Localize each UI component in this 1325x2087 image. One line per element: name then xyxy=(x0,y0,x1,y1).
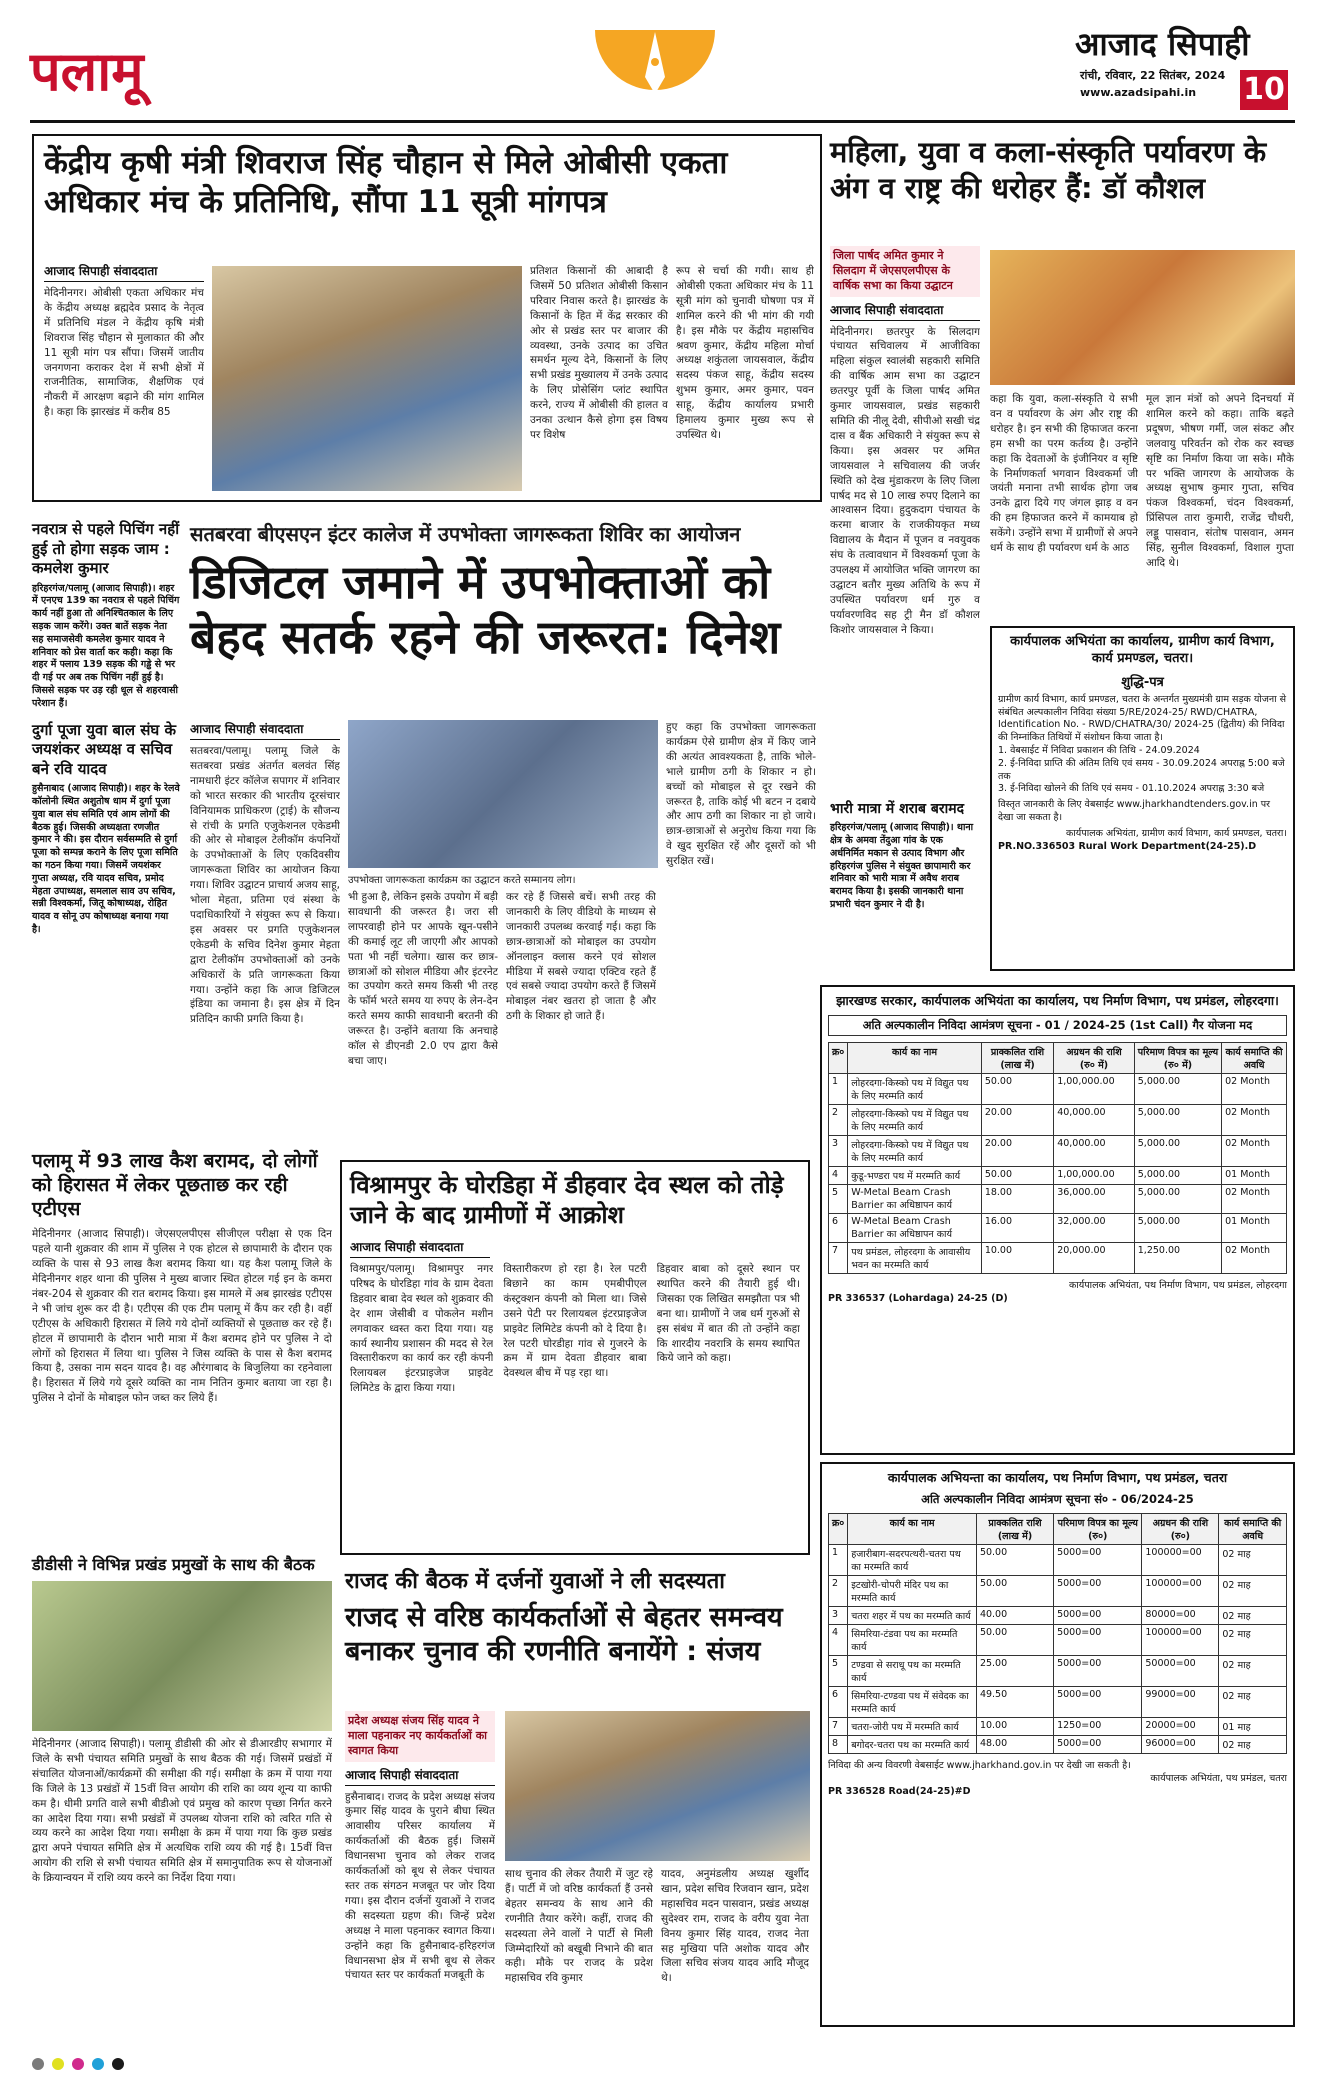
table-cell: 80000=00 xyxy=(1142,1607,1219,1625)
digital-story xyxy=(190,520,820,1120)
tender1-website-note: विस्तृत जानकारी के लिए वेबसाईट www.jharkhandtenders.gov.in पर देखा जा सकता है। xyxy=(998,799,1271,824)
table-cell: हजारीबाग-सदरपत्थरी-चतरा पथ का मरम्मति कार्य xyxy=(848,1545,977,1576)
tender-lohardaga xyxy=(820,985,1295,1455)
table-cell: 50.00 xyxy=(981,1167,1053,1185)
left-briefs xyxy=(32,520,180,1150)
table-cell: 5 xyxy=(829,1185,848,1214)
rjd-byline: आजाद सिपाही संवाददाता xyxy=(345,1766,495,1786)
table-cell: लोहरदगा-किस्को पथ में विद्युत पथ के लिए मरम्मति कार्य xyxy=(848,1136,982,1167)
dateline: रांची, रविवार, 22 सितंबर, 2024 xyxy=(1080,69,1226,82)
lead-col2: प्रतिशत किसानों की आबादी है जिसमें 50 प्रतिशत ओबीसी किसान परिवार निवास करते है। झारखंड के किसानों के हित में केंद्र सरकार की ओर से प्रखंड स्तर पर बाजार की व्यवस्था, उनके उत्पाद का उचित समर्थन मूल्य देने, किसानों के लिए सभी प्रखंड मुख्यालय में उनके उत्पाद के लिए प्रोसेसिंग प्लांट स्थापित करने, राज्य में ओबीसी की हालत व उनका उत्थान कैसे होगा इस विषय पर विशेष xyxy=(530,265,668,441)
tender3-office: कार्यपालक अभियन्ता का कार्यालय, पथ निर्माण विभाग, पथ प्रमंडल, चतरा xyxy=(887,1470,1228,1485)
tender3-col-header: परिमाण विपत्र का मूल्य (रु०) xyxy=(1054,1514,1142,1545)
table-cell: 100000=00 xyxy=(1142,1576,1219,1607)
table-cell: 99000=00 xyxy=(1142,1687,1219,1718)
tender1-title: शुद्धि-पत्र xyxy=(1121,674,1164,690)
table-row xyxy=(829,1687,1287,1718)
table-cell: 48.00 xyxy=(976,1736,1053,1754)
brief1-body: हरिहरगंज/पलामू (आजाद सिपाही)। शहर में एनएच 139 का नवरात्र से पहले पिचिंग कार्य नहीं हुआ तो अनिश्चितकाल के लिए सड़क जाम करेंगे। उक्त बातें सड़क नेता सह समाजसेवी कमलेश कुमार यादव ने शनिवार को प्रेस वार्ता कर कही। कहा कि शहर में फ्लाय 139 सड़क की गड्ढे से भर दी गई पर अब तक पिचिंग नहीं हुई है। जिससे सड़क पर उड़ रही धूल से शहरवासी परेशान हैं। xyxy=(32,582,180,709)
table-cell: चतरा शहर में पथ का मरम्मति कार्य xyxy=(848,1607,977,1625)
table-cell: 02 माह xyxy=(1219,1687,1287,1718)
temple-story xyxy=(340,1160,810,1555)
table-cell: 02 माह xyxy=(1219,1607,1287,1625)
table-cell: 20.00 xyxy=(981,1136,1053,1167)
tender2-col-header: क्र० xyxy=(829,1043,848,1074)
table-cell: बगोदर-चतरा पथ का मरम्मति कार्य xyxy=(848,1736,977,1754)
digital-col2: भी हुआ है, लेकिन इसके उपयोग में बड़ी सावधानी की जरूरत है। जरा सी लापरवाही होने पर आपके खून-पसीने की कमाई लूट ली जाएगी और आपको पता भी नहीं चलेगा। खास कर छात्र-छात्राओं को सोशल मीडिया और इंटरनेट का उपयोग करते समय किसी भी तरह के फॉर्म भरते समय या रुपए के लेन-देन करते समय काफी सावधानी बरतनी की जरूरत है। उन्होंने बताया कि अनचाहे कॉल से डीएनडी 2.0 एप द्वारा कैसे बचा जाए। xyxy=(348,891,498,1067)
tender1-body: ग्रामीण कार्य विभाग, कार्य प्रमण्डल, चतरा के अन्तर्गत मुख्यमंत्री ग्राम सड़क योजना से संबंधित अल्पकालीन निविदा संख्या 5/RE/2024-25/ RWD/CHATRA, Identification No. - RWD/CHATRA/30/ 2024-25 (द्वितीय) की निविदा की निम्नांकित तिथियों में संशोधन किया जाता है। xyxy=(998,693,1287,744)
tender3-col-header: अग्रधन की राशि (रु०) xyxy=(1142,1514,1219,1545)
lead-col3: रूप से चर्चा की गयी। साथ ही ओबीसी एकता अधिकार मंच के 11 सूत्री मांग को चुनावी घोषणा पत्र में शामिल करने की भी मांग की गयी है। इस मौके पर केंद्रीय महासचिव श्रवण कुमार, केंद्रीय महिला मोर्चा अध्यक्ष शकुंतला जायसवाल, केंद्रीय सदस्य पंकज साहू, केंद्रीय सदस्य शुभम कुमार, अमर कुमार, पवन साहू, केंद्रीय कार्यालय प्रभारी हिमालय कुमार मुख्य रूप से उपस्थित थे। xyxy=(676,265,814,441)
table-row xyxy=(829,1214,1287,1243)
tender3-col-header: कार्य समाप्ति की अवधि xyxy=(1219,1514,1287,1545)
table-cell: इटखोरी-चोपरी मंदिर पथ का मरम्मति कार्य xyxy=(848,1576,977,1607)
rjd-kicker: राजद की बैठक में दर्जनों युवाओं ने ली सदस्यता xyxy=(345,1569,725,1594)
masthead xyxy=(30,22,1295,122)
tender3-table xyxy=(828,1513,1287,1754)
table-cell: 6 xyxy=(829,1214,848,1243)
table-row xyxy=(829,1243,1287,1274)
table-cell: 01 Month xyxy=(1222,1167,1287,1185)
table-cell: 36,000.00 xyxy=(1054,1185,1135,1214)
table-cell: 5000=00 xyxy=(1054,1576,1142,1607)
table-cell: 1 xyxy=(829,1074,848,1105)
table-cell: 5,000.00 xyxy=(1134,1167,1221,1185)
table-cell: 5,000.00 xyxy=(1134,1105,1221,1136)
table-row xyxy=(829,1185,1287,1214)
tender3-title: अति अल्पकालीन निविदा आमंत्रण सूचना सं० - 06/2024-25 xyxy=(921,1492,1194,1507)
table-row xyxy=(829,1545,1287,1576)
temple-col3: डिहवार बाबा को दूसरे स्थान पर स्थापित करने की तैयारी हुई थी। जिसका एक लिखित समझौता पत्र भी बना था। ग्रामीणों ने जब धर्म गुरुओं से इस संबंध में बात की तो उन्होंने कहा कि शारदीय नवरात्रि के समय स्थापित किये जाने को कहा। xyxy=(656,1263,800,1365)
table-cell: 8 xyxy=(829,1736,848,1754)
table-cell: टण्डवा से सराधू पथ का मरम्मति कार्य xyxy=(848,1656,977,1687)
tender3-col-header: प्राक्कलित राशि (लाख में) xyxy=(976,1514,1053,1545)
lead-photo xyxy=(212,266,522,491)
table-cell: 10.00 xyxy=(981,1243,1053,1274)
ddc-headline: डीडीसी ने विभिन्न प्रखंड प्रमुखों के साथ की बैठक xyxy=(32,1555,315,1574)
lead-story xyxy=(32,134,822,502)
cash-headline: पलामू में 93 लाख कैश बरामद, दो लोगों को हिरासत में लेकर पूछताछ कर रही एटीएस xyxy=(32,1150,318,1220)
table-cell: 01 माह xyxy=(1219,1718,1287,1736)
table-row xyxy=(829,1736,1287,1754)
table-cell: 1,00,000.00 xyxy=(1054,1074,1135,1105)
table-cell: 40,000.00 xyxy=(1054,1136,1135,1167)
table-cell: 5000=00 xyxy=(1054,1625,1142,1656)
rjd-headline: राजद से वरिष्ठ कार्यकर्ताओं से बेहतर समन्वय बनाकर चुनाव की रणनीति बनायेंगे : संजय xyxy=(345,1602,783,1667)
table-cell: 49.50 xyxy=(976,1687,1053,1718)
right-top-col3: मूल ज्ञान मंत्रों को अपने दिनचर्या में शामिल करने को कहा। ताकि बढ़ते प्रदूषण, भीषण गर्मी, जल संकट और जलवायु परिवर्तन को रोक कर स्वच्छ सृष्टि का निर्माण किया जा सके। मौके पर भक्ति जागरण के आयोजक के अध्यक्ष सुभाष कुमार गुप्ता, सचिव पंकज विश्वकर्मा, चंदन विश्वकर्मा, प्रिंसिपल तारा कुमारी, राजेंद्र चौधरी, लड्डू पासवान, संतोष पासवान, अमन सिंह, सुनील विश्वकर्मा, विशाल गुप्ता आदि थे। xyxy=(1146,393,1294,569)
table-cell: 5,000.00 xyxy=(1134,1074,1221,1105)
table-row xyxy=(829,1718,1287,1736)
tender3-pr: PR 336528 Road(24-25)#D xyxy=(828,1785,971,1797)
digital-byline: आजाद सिपाही संवाददाता xyxy=(190,720,340,740)
color-dot xyxy=(112,2058,124,2070)
rjd-photo xyxy=(505,1711,810,1861)
tender3-signoff: कार्यपालक अभियंता, पथ प्रमंडल, चतरा xyxy=(1150,1773,1287,1785)
table-row xyxy=(829,1625,1287,1656)
tender1-item: 2. ई-निविदा प्राप्ति की अंतिम तिथि एवं समय - 30.09.2024 अपराह्न 5:00 बजे तक xyxy=(998,757,1285,782)
digital-col1: सतबरवा/पलामू। पलामू जिले के सतबरवा प्रखंड अंतर्गत बलवंत सिंह नामधारी इंटर कॉलेज सपागर में शनिवार को भारत सरकार की भारतीय दूरसंचार विनियामक प्राधिकरण (ट्राई) के सौजन्य से रांची के प्रगति एजुकेशनल एकेडमी की ओर से मोबाइल टेलीकॉम कंपनियों के उपभोक्ताओं के लिए एकदिवसीय जागरूकता शिविर का आयोजन किया गया। शिविर उद्घाटन प्राचार्य अजय साहू, भोला मेहता, प्रतिमा एवं संस्था के पदाधिकारियों ने संयुक्त रूप से किया। इस अवसर पर प्रगति एजुकेशनल एकेडमी के सचिव दिनेश कुमार मेहता द्वारा टेलीकॉम उपभोक्ताओं को उनके अधिकारों के प्रति जागरूकता किया गया। उन्होंने कहा कि आज डिजिटल इंडिया का जमाना है। इस क्षेत्र में दिन प्रतिदिन काफी प्रगति किया है। xyxy=(190,745,340,1026)
table-cell: 5000=00 xyxy=(1054,1607,1142,1625)
table-cell: 10.00 xyxy=(976,1718,1053,1736)
table-cell: 1 xyxy=(829,1545,848,1576)
masthead-rule xyxy=(30,120,1295,123)
table-cell: 5,000.00 xyxy=(1134,1185,1221,1214)
table-cell: 1,00,000.00 xyxy=(1054,1167,1135,1185)
table-cell: 02 Month xyxy=(1222,1243,1287,1274)
table-cell: पथ प्रमंडल, लोहरदगा के आवासीय भवन का मरम्मति कार्य xyxy=(848,1243,982,1274)
table-cell: कुडू-भण्डरा पथ में मरम्मति कार्य xyxy=(848,1167,982,1185)
table-row xyxy=(829,1167,1287,1185)
lead-byline: आजाद सिपाही संवाददाता xyxy=(44,262,204,282)
footer-color-dots xyxy=(32,2055,1292,2074)
cash-story xyxy=(32,1150,332,1545)
temple-col1: विश्रामपुर/पलामू। विश्रामपुर नगर परिषद के घोरडिहा गांव के ग्राम देवता डिहवार बाबा देव स्थल को शुक्रवार की देर शाम जेसीबी व पोकलेन मशीन लगवाकर ध्वस्त करा दिया गया। यह कार्य स्थानीय प्रशासन की मदद से रेल विस्तारीकरण का कार्य कर रही कंपनी रिलायबल इंटरप्राइजेज प्राइवेट लिमिटेड के द्वारा किया गया। xyxy=(350,1263,494,1395)
table-cell: 02 माह xyxy=(1219,1656,1287,1687)
tender1-signoff: कार्यपालक अभियंता, ग्रामीण कार्य विभाग, कार्य प्रमण्डल, चतरा। xyxy=(1066,827,1287,839)
tender2-rows xyxy=(829,1074,1287,1274)
website: www.azadsipahi.in xyxy=(1080,86,1197,99)
table-cell: 02 माह xyxy=(1219,1625,1287,1656)
tender2-col-header: अग्रधन की राशि (रु० में) xyxy=(1054,1043,1135,1074)
lead-col1: मेदिनीनगर। ओबीसी एकता अधिकार मंच के केंद्रीय अध्यक्ष ब्रह्मदेव प्रसाद के नेतृत्व में प्रतिनिधि मंडल ने केंद्रीय कृषि मंत्री शिवराज सिंह चौहान से मुलाकात की और 11 सूत्री मांग पत्र सौंपा। जिसमें जातीय जनगणना कराकर देश में सभी क्षेत्रों में राजनीतिक, सामाजिक, शैक्षणिक एवं नौकरी में आरक्षण बढ़ाने की मांग शामिल है। कहा कि झारखंड में करीब 85 xyxy=(44,287,204,419)
rjd-col1: हुसैनाबाद। राजद के प्रदेश अध्यक्ष संजय कुमार सिंह यादव के पुराने बीघा स्थित आवासीय परिसर कार्यालय में कार्यकर्ताओं की बैठक हुई। जिसमें विधानसभा चुनाव को लेकर राजद कार्यकर्ताओं को बूथ से लेकर पंचायत स्तर तक संगठन मजबूत पर जोर दिया गया। इस दौरान दर्जनों युवाओं ने राजद की सदस्यता ग्रहण की। जिन्हें प्रदेश अध्यक्ष ने माला पहनाकर स्वागत किया। उन्होंने कहा कि हुसैनाबाद-हरिहरगंज विधानसभा क्षेत्र में सभी बूथ से लेकर पंचायत स्तर पर कार्यकर्ता मजबूती के xyxy=(345,1790,495,1982)
table-cell: 7 xyxy=(829,1243,848,1274)
rjd-sidebox: प्रदेश अध्यक्ष संजय सिंह यादव ने माला पहनाकर नए कार्यकर्ताओं का स्वागत किया xyxy=(345,1711,495,1762)
table-cell: 02 माह xyxy=(1219,1576,1287,1607)
color-dot xyxy=(92,2058,104,2070)
brief2-headline: दुर्गा पूजा युवा बाल संघ के जयशंकर अध्यक्ष व सचिव बने रवि यादव xyxy=(32,720,177,778)
temple-col2: विस्तारीकरण हो रहा है। रेल पटरी बिछाने का काम एमबीपीएल कंस्ट्रक्शन कंपनी को मिला था। जिसे उसने पेटी पर रिलायबल इंटरप्राइजेज प्राइवेट लिमिटेड कंपनी को दे दिया है। रेल पटरी घोरडीहा गांव से गुजरने के क्रम में ग्राम देवता डीहवार बाबा देवस्थल बीच में पड़ रहा था। xyxy=(503,1263,647,1380)
tender2-col-header: कार्य का नाम xyxy=(848,1043,982,1074)
digital-photo-caption: उपभोक्ता जागरूकता कार्यक्रम का उद्घाटन करते सम्मानय लोग। xyxy=(348,875,576,886)
table-cell: चतरा-जोरी पथ में मरम्मति कार्य xyxy=(848,1718,977,1736)
table-cell: 32,000.00 xyxy=(1054,1214,1135,1243)
tender1-pr: PR.NO.336503 Rural Work Department(24-25).D xyxy=(998,840,1257,852)
color-dot xyxy=(52,2058,64,2070)
table-cell: 20000=00 xyxy=(1142,1718,1219,1736)
tender1-item: 1. वेबसाईट में निविदा प्रकाशन की तिथि - 24.09.2024 xyxy=(998,745,1200,757)
tender1-item: 3. ई-निविदा खोलने की तिथि एवं समय - 01.10.2024 अपराह्न 3:30 बजे xyxy=(998,783,1265,795)
table-cell: 40,000.00 xyxy=(1054,1105,1135,1136)
table-cell: 100000=00 xyxy=(1142,1625,1219,1656)
ddc-body: मेदिनीनगर (आजाद सिपाही)। पलामू डीडीसी की ओर से डीआरडीए सभागार में जिले के सभी पंचायत समिति प्रमुखों के साथ बैठक की गई। जिसमें प्रखंडों में संचालित योजनाओं/कार्यक्रमों की समीक्षा की गई। समीक्षा के क्रम में पाया गया कि जिले के 13 प्रखंडों में 15वीं वित्त आयोग की राशि का व्यय शून्य या काफी कम है। धीमी प्रगति वाले सभी बीडीओ एवं प्रमुख को कारण पृच्छा निर्गत करने का आदेश दिया गया। सभी प्रखंडों में उपलब्ध योजना राशि को त्वरित गति से व्यय करने का आदेश दिया गया। समीक्षा के क्रम में पाया गया कि कुछ प्रखंड द्वारा अपने पंचायत समिति क्षेत्र में अत्यधिक राशि व्यय की गई है। 15वीं वित्त आयोग की राशि से सभी पंचायत समिति क्षेत्र में समानुपातिक रूप से योजनाओं के क्रियान्वयन में राशि व्यय करने का निर्देश दिया गया। xyxy=(32,1738,332,1885)
ddc-photo xyxy=(32,1581,332,1731)
tender2-col-header: प्राक्कलित राशि (लाख में) xyxy=(981,1043,1053,1074)
rjd-col2: साथ चुनाव की लेकर तैयारी में जुट रहे हैं। पार्टी में जो वरिष्ठ कार्यकर्ता हैं उनसे बेहतर समन्वय के साथ आने की रणनीति तैयार करेंगे। कहीं, राजद की सदस्यता लेने वालों ने पार्टी से मिली जिम्मेदारियों को बखूबी निभाने की बात कही। मौके पर राजद के प्रदेश महासचिव रवि कुमार xyxy=(505,1868,653,1985)
table-row xyxy=(829,1576,1287,1607)
table-cell: 18.00 xyxy=(981,1185,1053,1214)
table-cell: 5,000.00 xyxy=(1134,1214,1221,1243)
liquor-headline: भारी मात्रा में शराब बरामद xyxy=(830,801,965,817)
digital-kicker: सतबरवा बीएसएन इंटर कालेज में उपभोक्ता जागरूकता शिविर का आयोजन xyxy=(190,522,741,546)
table-cell: 02 Month xyxy=(1222,1074,1287,1105)
table-cell: 2 xyxy=(829,1576,848,1607)
tender2-signoff: कार्यपालक अभियंता, पथ निर्माण विभाग, पथ प्रमंडल, लोहरदगा xyxy=(1068,1280,1287,1292)
brief1-headline: नवरात्र से पहले पिचिंग नहीं हुई तो होगा सड़क जाम : कमलेश कुमार xyxy=(32,520,180,577)
digital-headline: डिजिटल जमाने में उपभोक्ताओं को बेहद सतर्क रहने की जरूरत: दिनेश xyxy=(190,555,781,665)
table-cell: 16.00 xyxy=(981,1214,1053,1243)
table-cell: 5 xyxy=(829,1656,848,1687)
tender2-table xyxy=(828,1042,1287,1274)
table-cell: 20.00 xyxy=(981,1105,1053,1136)
table-cell: 5000=00 xyxy=(1054,1656,1142,1687)
tender1-office: कार्यपालक अभियंता का कार्यालय, ग्रामीण कार्य विभाग, कार्य प्रमण्डल, चतरा। xyxy=(1010,634,1275,666)
right-top-subhead: जिला पार्षद अमित कुमार ने सिलदाग में जेएसएलपीएस के वार्षिक सभा का किया उद्घाटन xyxy=(830,246,980,297)
cash-body: मेदिनीनगर (आजाद सिपाही)। जेएसएलपीएस सीजीएल परीक्षा से एक दिन पहले यानी शुक्रवार की शाम में पुलिस ने एक होटल से छापामारी के दौरान एक व्यक्ति के पास से 93 लाख कैश बरामद किया था। यह कैश पलामू जिले के मेदिनीनगर शहर थाना की पुलिस ने मुख्य बाजार स्थित होटल गई इन के कमरा नंबर-204 से शुक्रवार की रात बरामद किया। इस मामले में अब झारखंड एटीएस ने भी जांच शुरू कर दी है। एटीएस की एक टीम पलामू में कैंप कर रही है। वहीं एटीएस के अधिकारी हिरासत में लिये गये दोनों व्यक्तियों से पूछताछ कर रहे हैं। होटल में छापामारी के दौरान भारी मात्रा में कैश बरामद होने पर पुलिस ने दो लोगों को हिरासत में लिया था। पुलिस ने जिस व्यक्ति के पास से कैश बरामद किया है, उसका नाम सदन यादव है। वह औरंगाबाद के बिजुलिया का रहनेवाला है। हिरासत में लिये गये दूसरे व्यक्ति का नाम नितिन कुमार बताया जा रहा है। पुलिस ने दोनों के मोबाइल फोन जब्त कर लिये हैं। xyxy=(32,1228,332,1405)
tender3-rows xyxy=(829,1545,1287,1754)
table-cell: 20,000.00 xyxy=(1054,1243,1135,1274)
table-cell: 50.00 xyxy=(981,1074,1053,1105)
tender2-pr: PR 336537 (Lohardaga) 24-25 (D) xyxy=(828,1293,1008,1305)
table-cell: 02 Month xyxy=(1222,1105,1287,1136)
temple-byline: आजाद सिपाही संवाददाता xyxy=(350,1238,490,1258)
section-title: पलामू xyxy=(30,40,144,103)
table-cell: 50.00 xyxy=(976,1625,1053,1656)
color-dot xyxy=(72,2058,84,2070)
tender3-col-header: क्र० xyxy=(829,1514,848,1545)
table-cell: 1,250.00 xyxy=(1134,1243,1221,1274)
table-row xyxy=(829,1656,1287,1687)
liquor-story xyxy=(830,800,980,980)
digital-col4: हुए कहा कि उपभोक्ता जागरूकता कार्यक्रम ऐसे ग्रामीण क्षेत्र में किए जाने की अत्यंत आवश्यकता है, ताकि भोले-भाले ग्रामीण ठगी के शिकार न हो। बच्चों को मोबाइल से दूर रखने की जरूरत है, ताकि कोई भी बटन न दबाये और आप ठगी का शिकार ना हो जाये। छात्र-छात्राओं से अनुरोध किया गया कि वे खुद सुरक्षित रहें और दूसरों को भी सुरक्षित रखें। xyxy=(666,721,816,868)
table-cell: 50.00 xyxy=(976,1545,1053,1576)
table-cell: 100000=00 xyxy=(1142,1545,1219,1576)
table-cell: 50.00 xyxy=(976,1576,1053,1607)
digital-col3: कर रहे हैं जिससे बचें। सभी तरह की जानकारी के लिए वीडियो के माध्यम से जानकारी उपलब्ध करवाई गई। कहा कि छात्र-छात्राओं को मोबाइल का उपयोग ऑनलाइन क्लास करने एवं सोशल मीडिया में सबसे ज्यादा एक्टिव रहते हैं एवं सबसे ज्यादा उपयोग करते हैं जिसमें मोबाइल नंबर खतरा हो जाता है और ठगी के शिकार हो जाते हैं। xyxy=(506,891,656,1023)
table-cell: 02 माह xyxy=(1219,1545,1287,1576)
digital-photo xyxy=(348,720,658,868)
right-top-headline: महिला, युवा व कला-संस्कृति पर्यावरण के अंग व राष्ट्र की धरोहर हैं: डॉ कौशल xyxy=(830,135,1267,206)
table-cell: 5000=00 xyxy=(1054,1736,1142,1754)
paper-name: आजाद सिपाही xyxy=(1075,25,1250,63)
ddc-story xyxy=(32,1555,332,2025)
tender3-col-header: कार्य का नाम xyxy=(848,1514,977,1545)
page-number: 10 xyxy=(1240,70,1288,110)
table-cell: सिमरिया-टंडवा पथ का मरम्मति कार्य xyxy=(848,1625,977,1656)
pen-nib-logo xyxy=(590,22,720,114)
table-cell: 4 xyxy=(829,1625,848,1656)
table-cell: सिमरिया-टण्डवा पथ में संवेदक का मरम्मति कार्य xyxy=(848,1687,977,1718)
right-top-photo xyxy=(990,250,1295,385)
table-cell: W-Metal Beam Crash Barrier का अधिष्ठापन कार्य xyxy=(848,1185,982,1214)
table-cell: 6 xyxy=(829,1687,848,1718)
table-row xyxy=(829,1105,1287,1136)
tender-rural-works xyxy=(990,626,1295,971)
table-row xyxy=(829,1136,1287,1167)
table-cell: W-Metal Beam Crash Barrier का अधिष्ठापन कार्य xyxy=(848,1214,982,1243)
tender3-website-note: निविदा की अन्य विवरणी वेबसाईट www.jharkhand.gov.in पर देखी जा सकती है। xyxy=(828,1760,1131,1772)
right-top-byline: आजाद सिपाही संवाददाता xyxy=(830,301,980,321)
table-cell: 01 Month xyxy=(1222,1214,1287,1243)
table-cell: 02 Month xyxy=(1222,1185,1287,1214)
table-row xyxy=(829,1607,1287,1625)
table-cell: लोहरदगा-किस्को पथ में विद्युत पथ के लिए मरम्मति कार्य xyxy=(848,1074,982,1105)
tender-chatra-road xyxy=(820,1462,1295,2027)
table-cell: 5,000.00 xyxy=(1134,1136,1221,1167)
table-row xyxy=(829,1074,1287,1105)
table-cell: 7 xyxy=(829,1718,848,1736)
tender2-col-header: परिमाण विपत्र का मूल्य (रु० में) xyxy=(1134,1043,1221,1074)
brief2-body: हुसैनाबाद (आजाद सिपाही)। शहर के रेलवे कॉलोनी स्थित अशुतोष धाम में दुर्गा पूजा युवा बाल संघ समिति एवं आम लोगों की बैठक हुई। जिसकी अध्यक्षता रणजीत कुमार ने की। इस दौरान सर्वसम्मति से दुर्गा पूजा को सम्पन्न कराने के लिए पूजा समिति का गठन किया गया। जिसमें जयशंकर गुप्ता अध्यक्ष, रवि यादव सचिव, प्रमोद मेहता उपाध्यक्ष, समलाल साव उप सचिव, सन्नी विश्वकर्मा, जितू कोषाध्यक्ष, रोहित यादव व सोनू उप कोषाध्यक्ष बनाया गया है। xyxy=(32,783,180,936)
table-cell: 3 xyxy=(829,1136,848,1167)
table-cell: 2 xyxy=(829,1105,848,1136)
table-cell: 40.00 xyxy=(976,1607,1053,1625)
table-cell: 4 xyxy=(829,1167,848,1185)
table-cell: 5000=00 xyxy=(1054,1687,1142,1718)
rjd-col3: यादव, अनुमंडलीय अध्यक्ष खुर्शीद खान, प्रदेश सचिव रिजवान खान, प्रदेश महासचिव मदन पासवान, प्रखंड अध्यक्ष सुदेश्वर राम, राजद के वरीय युवा नेता विनय कुमार सिंह यादव, राजद नेता सह मुखिया पति अशोक यादव और जिला सचिव संजय यादव आदि मौजूद थे। xyxy=(661,1868,809,1985)
table-cell: 1250=00 xyxy=(1054,1718,1142,1736)
right-top-col1: मेदिनीनगर। छतरपुर के सिलदाग पंचायत सचिवालय में आजीविका महिला संकुल स्वालंबी सहकारी समिति की वार्षिक आम सभा का उद्घाटन छतरपुर पूर्वी के जिला पार्षद अमित कुमार जायसवाल, प्रखंड सहकारी समिति की नीलू देवी, सीपीओ सखी चंद्र दास व बैंक अधिकारी ने संयुक्त रूप से किया। इस अवसर पर अमित जायसवाल ने सचिवालय की जर्जर स्थिति को देख मुंडाकरण के लिए जिला पार्षद मद से 10 लाख रुपए दिलाने का आश्वासन दिया। हुदुकदाग पंचायत के करमा बाजार के राजकीयकृत मध्य विद्यालय के मैदान में पूजन व नवयुवक संघ के तत्वावधान में विश्वकर्मा पूजा के उपलक्ष्य में आयोजित भक्ति जागरण का उद्घाटन बतौर मुख्य अतिथि के रूप में उपस्थित पर्यावरण धर्म गुरु व पर्यावरणविद सह ट्री मैन डॉ कौशल किशोर जायसवाल ने किया। xyxy=(830,325,980,636)
table-cell: 50000=00 xyxy=(1142,1656,1219,1687)
color-dot xyxy=(32,2058,44,2070)
tender2-title: अति अल्पकालीन निविदा आमंत्रण सूचना - 01 / 2024-25 (1st Call) गैर योजना मद xyxy=(828,1015,1287,1036)
table-cell: 02 माह xyxy=(1219,1736,1287,1754)
table-cell: 3 xyxy=(829,1607,848,1625)
right-top-col2: कहा कि युवा, कला-संस्कृति ये सभी वन व पर्यावरण के अंग और राष्ट्र की धरोहर है। इन सभी की हिफाजत करना हम सभी का परम कर्तव्य है। उन्होंने कहा कि देवताओं के इंजीनियर व सृष्टि के निर्माणकर्ता भगवान विश्वकर्मा जी जयंती मनाना तभी सार्थक होगा जब उनके द्वारा दिये गए जंगल झाड़ व वन की हम हिफाजत करने में कामयाब हो सकेंगे। उन्होंने सभा में ग्रामीणों से अपने धर्म के साथ ही पर्यावरण धर्म के आठ xyxy=(990,393,1138,555)
rjd-story xyxy=(345,1565,810,2025)
lead-headline: केंद्रीय कृषी मंत्री शिवराज सिंह चौहान से मिले ओबीसी एकता अधिकार मंच के प्रतिनिधि, सौंपा 11 सूत्री मांगपत्र xyxy=(44,145,728,220)
table-cell: 02 Month xyxy=(1222,1136,1287,1167)
temple-headline: विश्रामपुर के घोरडिहा में डीहवार देव स्थल को तोड़े जाने के बाद ग्रामीणों में आक्रोश xyxy=(350,1171,784,1229)
table-cell: 96000=00 xyxy=(1142,1736,1219,1754)
table-cell: 25.00 xyxy=(976,1656,1053,1687)
tender2-office: झारखण्ड सरकार, कार्यपालक अभियंता का कार्यालय, पथ निर्माण विभाग, पथ प्रमंडल, लोहरदगा। xyxy=(836,993,1279,1008)
table-cell: लोहरदगा-किस्को पथ में विद्युत पथ के लिए मरम्मति कार्य xyxy=(848,1105,982,1136)
tender2-col-header: कार्य समाप्ति की अवधि xyxy=(1222,1043,1287,1074)
table-cell: 5000=00 xyxy=(1054,1545,1142,1576)
liquor-body: हरिहरगंज/पलामू (आजाद सिपाही)। थाना क्षेत्र के अमवा तेंदुआ गांव के एक अर्धनिर्मित मकान से उत्पाद विभाग और हरिहरगंज पुलिस ने संयुक्त छापामारी कर शनिवार को भारी मात्रा में अवैध शराब बरामद किया है। इसकी जानकारी थाना प्रभारी चंदन कुमार ने दी है। xyxy=(830,822,974,911)
